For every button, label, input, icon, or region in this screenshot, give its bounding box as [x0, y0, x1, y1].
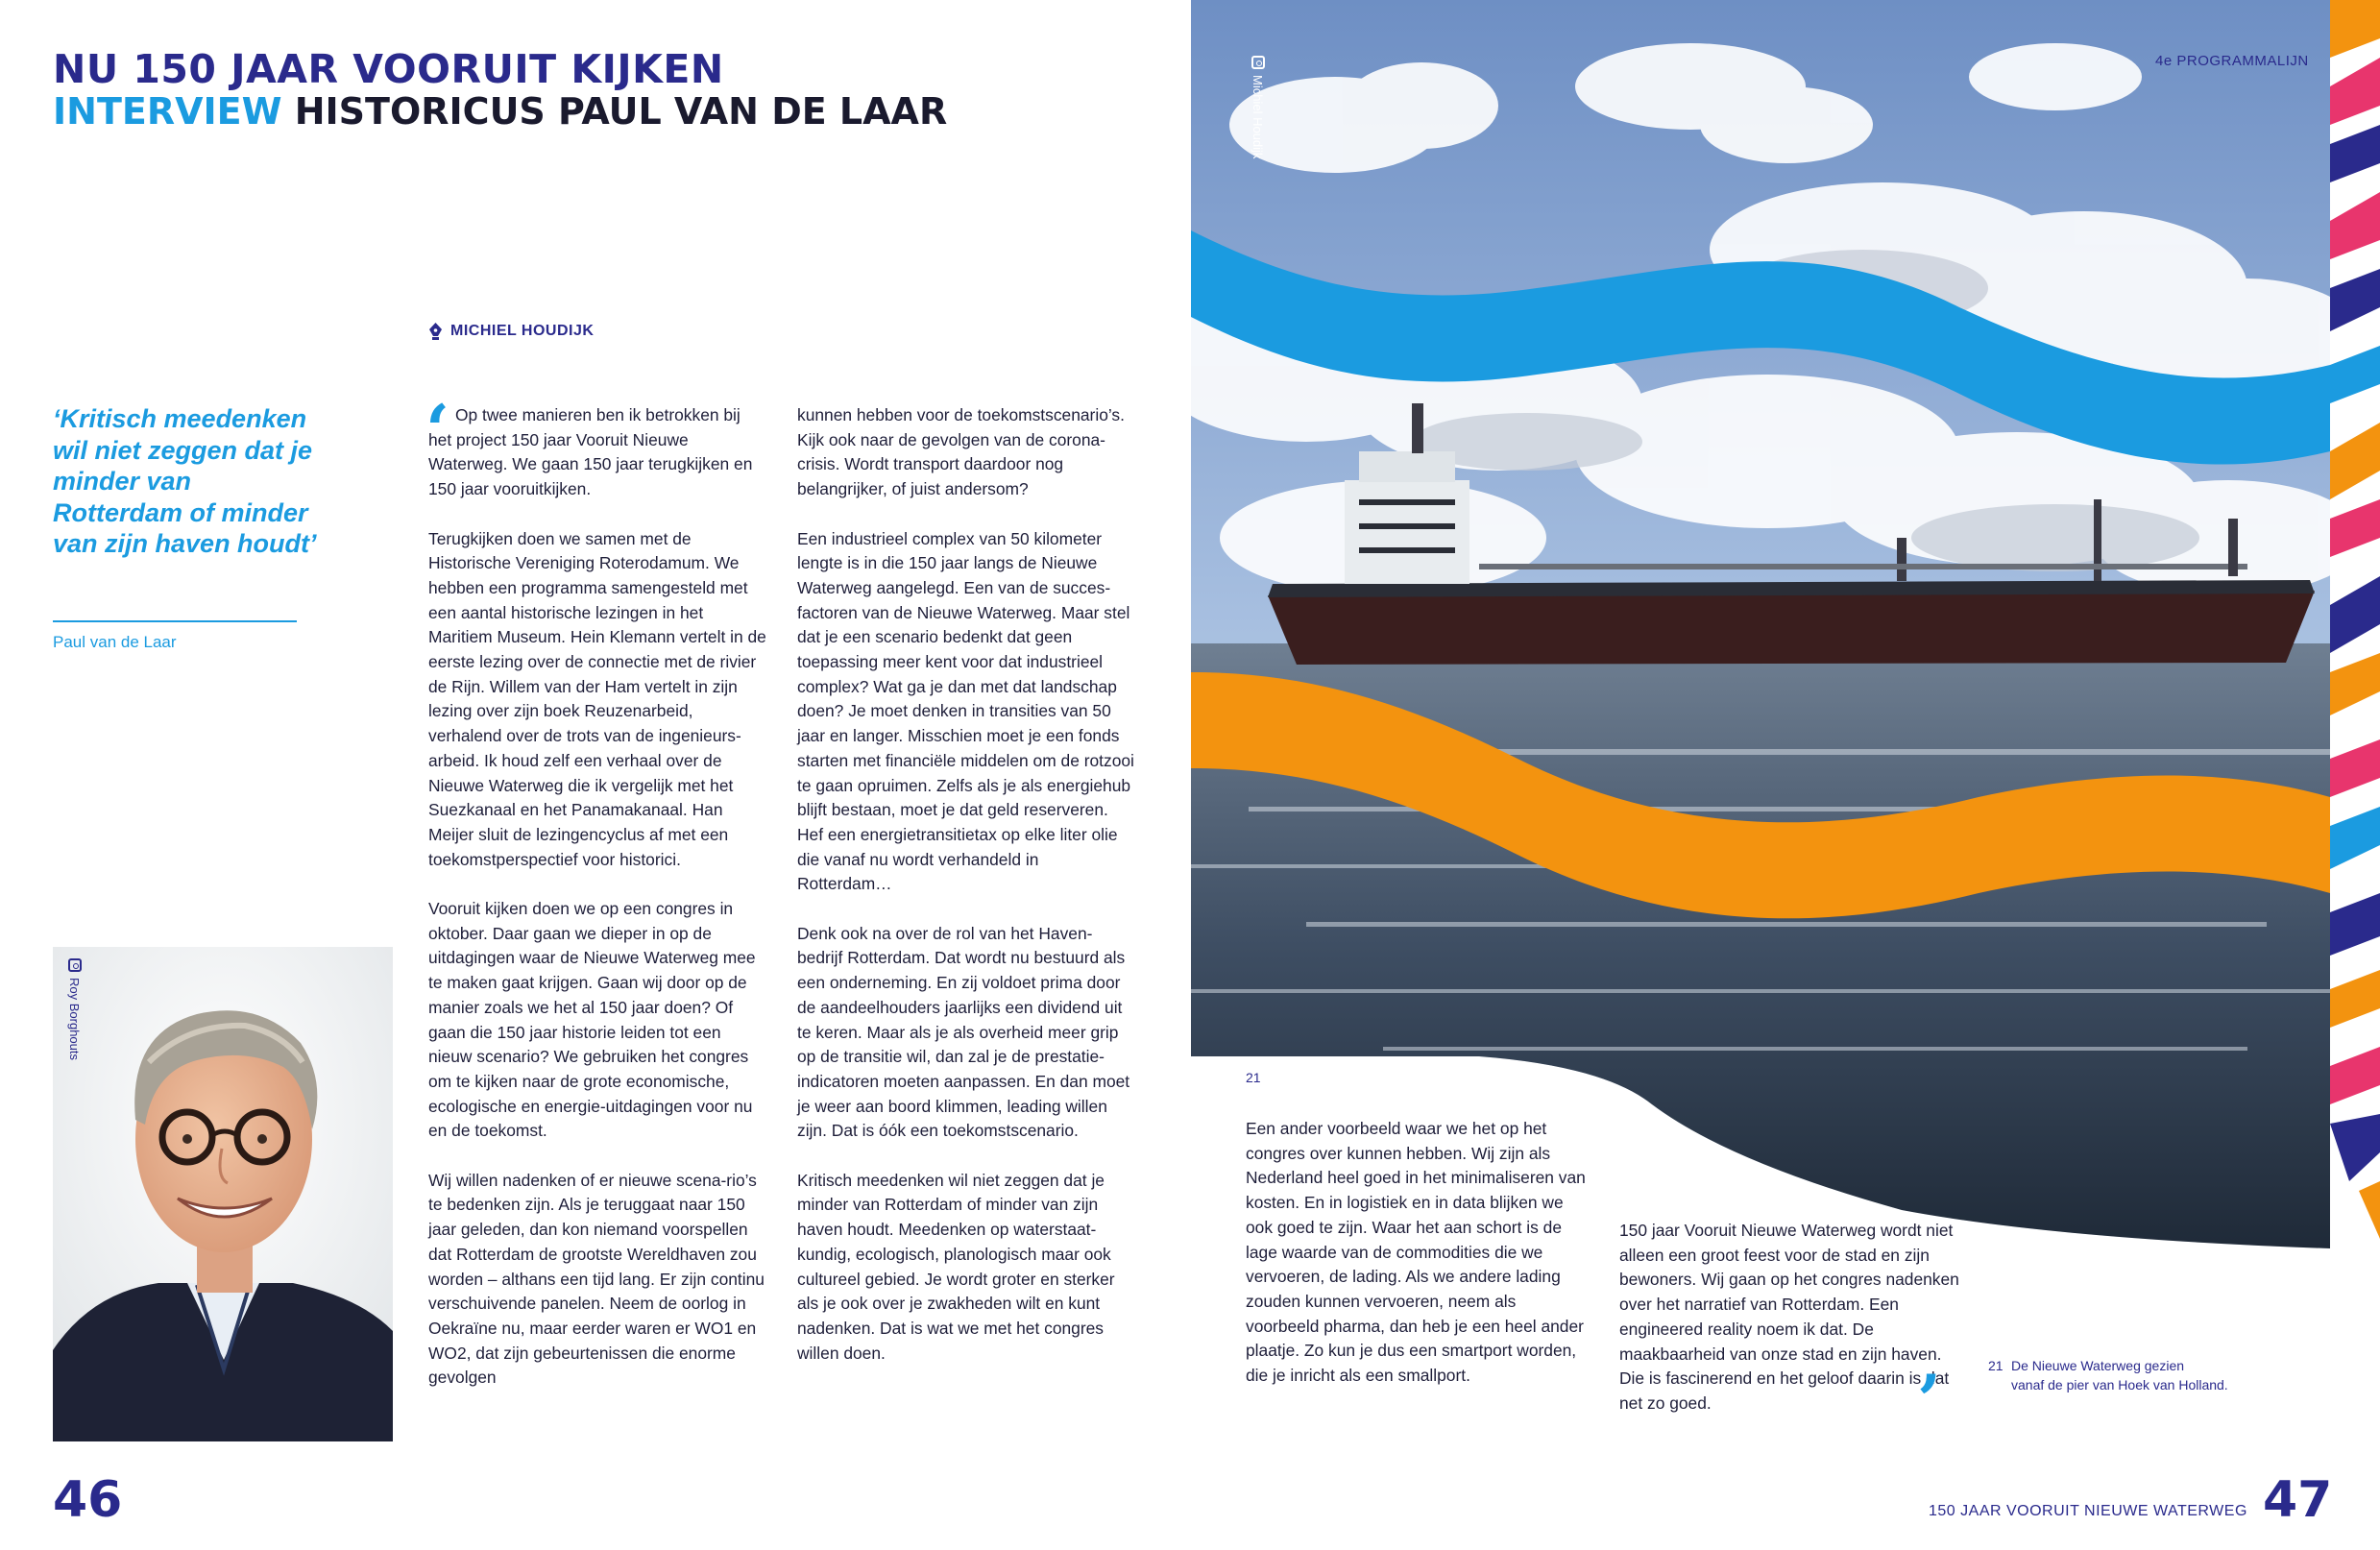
pull-quote: ‘Kritisch meedenken wil niet zeggen dat je minder van Rotterdam of minder van zijn haven houdt’ — [53, 404, 317, 558]
paragraph: Op twee manieren ben ik betrokken bij het project 150 jaar Vooruit Nieuwe Waterweg. We gaan 150 jaar terugkijken en 150 jaar vooruitkijken. — [428, 405, 753, 499]
article-column-2 — [797, 403, 1135, 1391]
subtitle-accent: INTERVIEW — [53, 90, 282, 133]
close-quote-mark: ’ — [1917, 1359, 1942, 1441]
page-subtitle — [53, 90, 947, 133]
caption-number: 21 — [1988, 1358, 2004, 1373]
portrait-photo — [53, 947, 393, 1441]
open-quote-mark: ‘ — [425, 389, 450, 471]
paragraph: 150 jaar Vooruit Nieuwe Waterweg wordt niet alleen een groot feest voor de stad en zijn bewoners. Wij gaan op het congres nadenken over het narratief van Rotterdam. Een engineered reality noem ik dat. De maakbaarheid van onze stad en zijn haven. Die is fascinerend en het geloof daarin is dat net zo goed. — [1619, 1221, 1959, 1413]
paragraph: Denk ook na over de rol van het Haven-bedrijf Rotterdam. Dat wordt nu bestuurd als een onderneming. En zij voldoet prima door de aandeelhouders jaarlijks een dividend uit te keren. Maar als je als overheid meer grip op de transitie wil, dan zal je de prestatie-indicatoren moeten aanpassen. En dan moet je weer aan boord klimmen, leading willen zijn. Dat is óók een toekomstscenario. — [797, 923, 1130, 1141]
paragraph: Terugkijken doen we samen met de Historische Vereniging Roterodamum. We hebben een programma samengesteld met een aantal historische lezingen in het Maritiem Museum. Hein Klemann vertelt in de eerste lezing over de connectie met de rivier de Rijn. Willem van der Ham vertelt in zijn lezing over zijn boek Reuzenarbeid, verhalend over de trots van de ingenieurs-arbeid. Ik houd zelf een verhaal over de Nieuwe Waterweg die ik vergelijk met het Suezkanaal en het Panamakanaal. Han Meijer sluit de lezingencyclus af met een toekomstperspectief voor historici. — [428, 528, 766, 869]
decorative-stripes — [2330, 0, 2380, 1550]
quote-divider — [53, 620, 297, 622]
photo-credit-name: Michiel Houdijk — [1251, 75, 1265, 159]
publication-title: 150 JAAR VOORUIT NIEUWE WATERWEG — [1929, 1503, 2247, 1519]
subtitle-rest: HISTORICUS PAUL VAN DE LAAR — [281, 90, 948, 133]
pen-nib-icon — [428, 323, 443, 340]
paragraph: Wij willen nadenken of er nieuwe scena-rio’s te bedenken zijn. Als je teruggaat naar 150 jaar geleden, dan kon niemand voorspellen dat Rotterdam de grootste Wereldhaven zou worden – althans een tijd lang. Er zijn continu verschuivende panelen. Neem de oorlog in Oekraïne nu, maar eerder waren er WO1 en WO2, dat zijn gebeurtenissen die enorme gevolgen — [428, 1170, 765, 1388]
byline-author: MICHIEL HOUDIJK — [450, 323, 595, 339]
photo-credit — [1251, 56, 1265, 158]
figure-number: 21 — [1246, 1070, 1261, 1085]
page-number-left: 46 — [53, 1471, 123, 1529]
article-column-4 — [1619, 1219, 1965, 1441]
paragraph: Vooruit kijken doen we op een congres in oktober. Daar gaan we dieper in op de uitdagingen waar de Nieuwe Waterweg mee te maken gaat krijgen. Gaan wij door op de manier zoals we het al 150 jaar doen? Of gaan die 150 jaar historie leiden tot een nieuw scenario? We gebruiken het congres om te kijken naar de grote economische, ecologische en energie-uitdagingen voor nu en de toekomst. — [428, 899, 756, 1141]
paragraph: Een industrieel complex van 50 kilometer lengte is in die 150 jaar langs de Nieuwe Waterweg aangelegd. Een van de succes-factoren van de Nieuwe Waterweg. Maar stel dat je een scenario bedenkt dat geen toepassing meer kent voor dat industrieel complex? Wat ga je dan met dat landschap doen? Je moet denken in transities van 50 jaar en langer. Misschien moet je een fonds starten met financiële middelen om de rotzooi te gaan opruimen. Zelfs als je als energiehub blijft bestaan, moet je dat geld reserveren. Hef een energietransitietax op elke liter olie die vanaf nu wordt verhandeld in Rotterdam… — [797, 528, 1134, 894]
portrait-credit-name: Roy Borghouts — [67, 978, 82, 1060]
pull-quote-attribution: Paul van de Laar — [53, 633, 177, 651]
photo-caption — [1988, 1356, 2276, 1394]
caption-line-2: vanaf de pier van Hoek van Holland. — [2011, 1377, 2228, 1393]
paragraph: kunnen hebben voor de toekomstscenario’s. Kijk ook naar de gevolgen van de corona-crisis. Wordt transport daardoor nog belangrijker, of juist andersom? — [797, 405, 1125, 499]
page-title: NU 150 JAAR VOORUIT KIJKEN — [53, 46, 724, 92]
camera-icon — [68, 958, 82, 972]
article-column-1 — [428, 403, 766, 1416]
page-number-right: 47 — [2263, 1471, 2333, 1529]
paragraph: Een ander voorbeeld waar we het op het congres over kunnen hebben. Wij zijn als Nederland heel goed in het minimaliseren van kosten. En in logistiek en in data blijken we ook goed te zijn. Waar het aan schort is de lage waarde van de commodities die we vervoeren, de lading. Als we andere lading zouden kunnen vervoeren, neem als voorbeeld pharma, dan heb je een heel ander plaatje. Zo kun je dus een smartport worden, die je inricht als een smallport. — [1246, 1119, 1586, 1386]
camera-icon — [1251, 56, 1265, 69]
article-column-3 — [1246, 1117, 1591, 1413]
caption-line-1: De Nieuwe Waterweg gezien — [2011, 1358, 2185, 1373]
ship-photo — [1191, 0, 2330, 1248]
portrait-credit — [67, 958, 82, 1060]
byline — [428, 323, 594, 340]
running-head: 4e PROGRAMMALIJN — [2155, 53, 2309, 69]
paragraph: Kritisch meedenken wil niet zeggen dat je minder van Rotterdam of minder van zijn haven houdt. Meedenken op waterstaat-kundig, ecologisch, planologisch maar ook cultureel gebied. Je wordt groter en sterker als je ook over je zwakheden wilt en kunt nadenken. Dat is wat we met het congres willen doen. — [797, 1170, 1115, 1363]
